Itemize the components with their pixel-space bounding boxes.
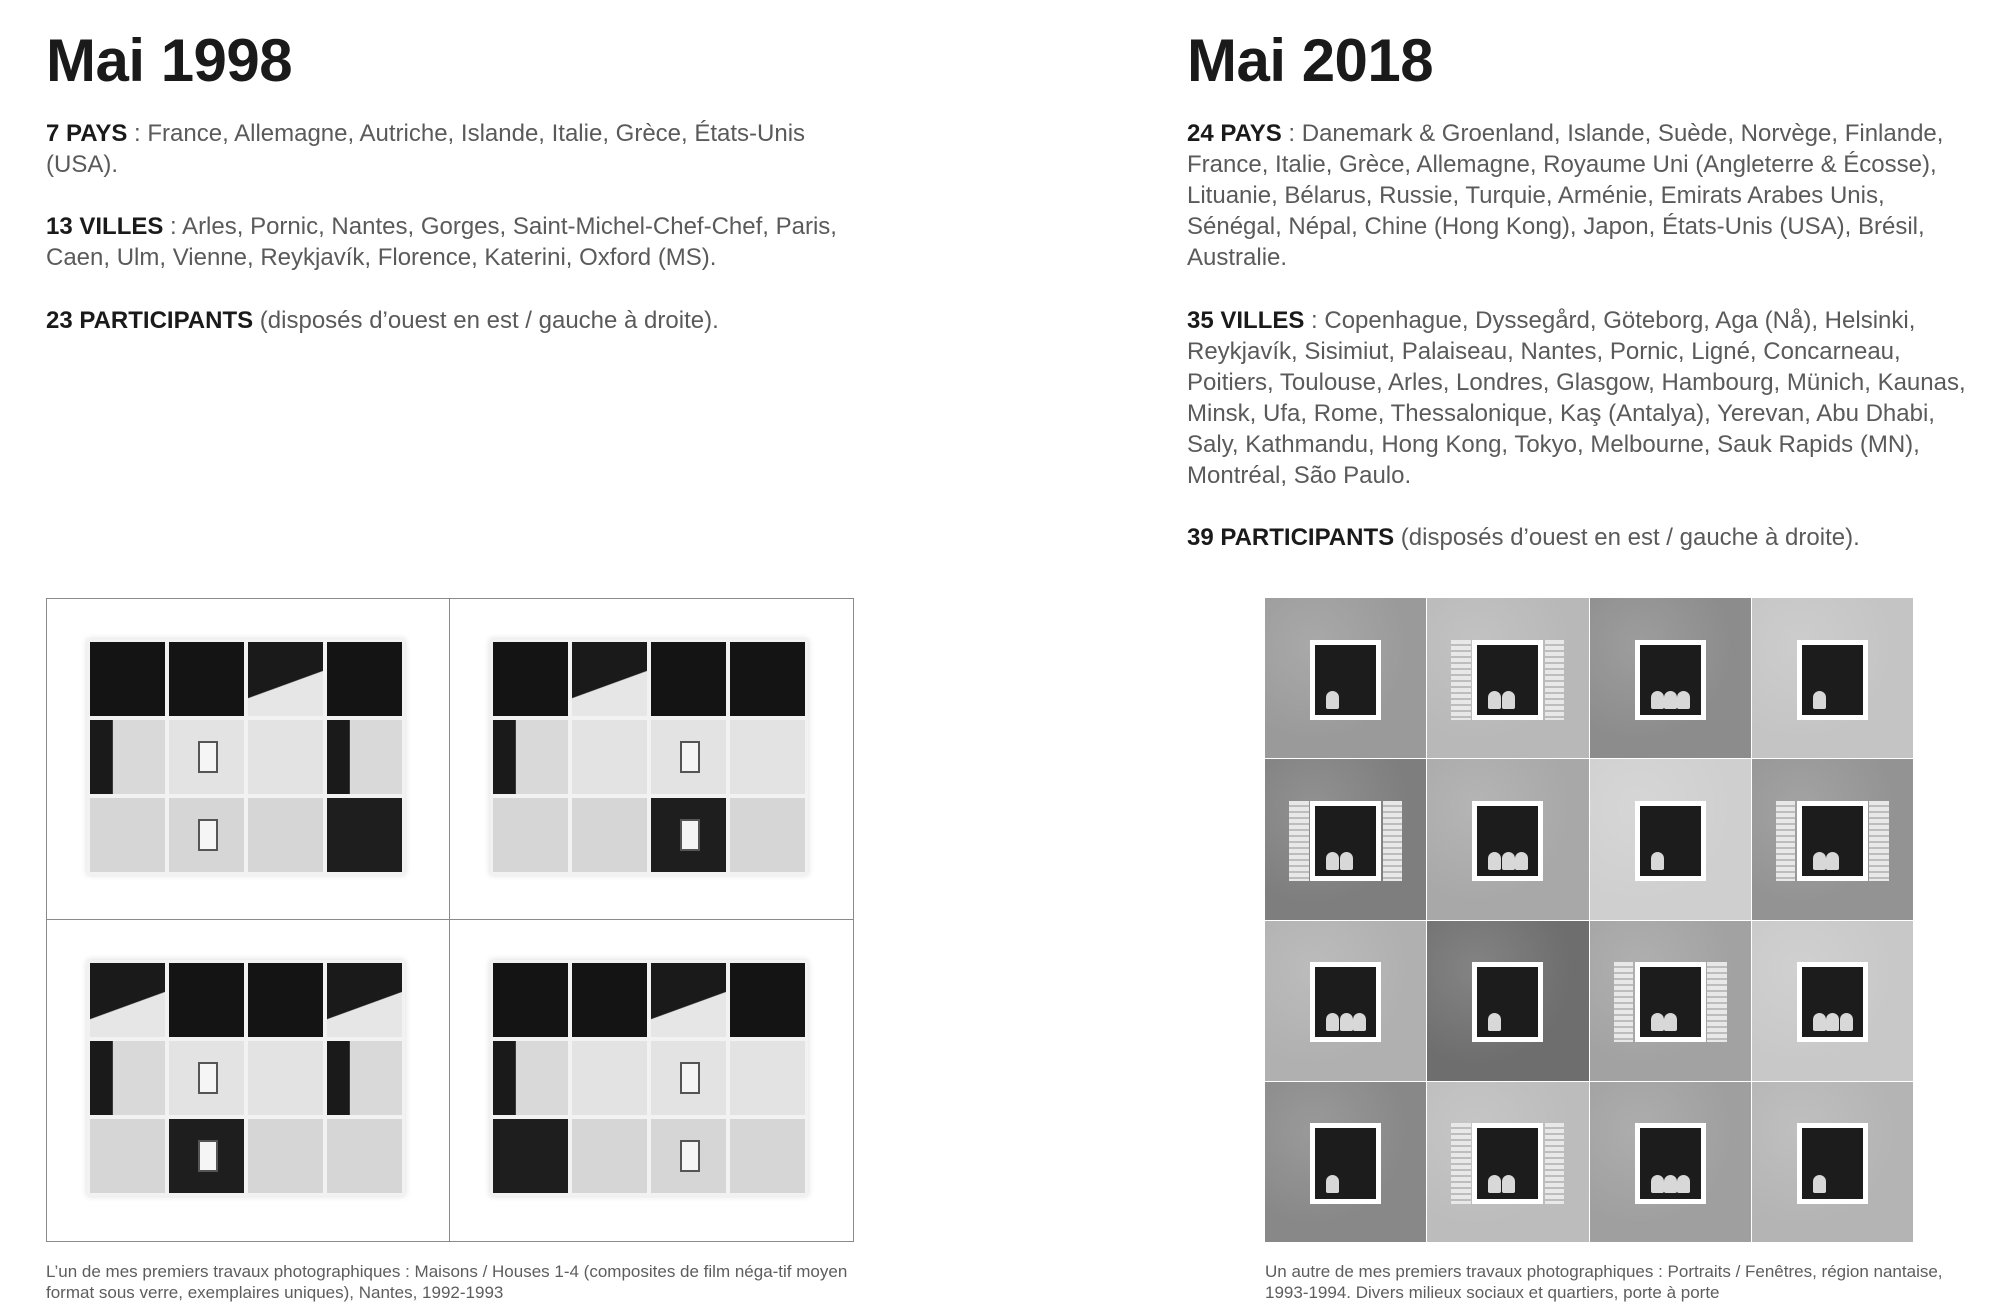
person-silhouette [1340, 852, 1353, 870]
window-frame [1472, 801, 1543, 881]
person-silhouette [1326, 852, 1339, 870]
right-title: Mai 2018 [1187, 27, 1434, 94]
window-opening [1315, 806, 1376, 876]
windows-portraits-figure [1265, 598, 1913, 1242]
negative-tile [651, 720, 726, 794]
left-participants-text: (disposés d’ouest en est / gauche à droite). [253, 307, 719, 334]
person-silhouette [1664, 691, 1677, 709]
right-cities-label: 35 VILLES [1187, 307, 1305, 334]
shutter [1776, 801, 1795, 881]
right-countries-text: : Danemark & Groenland, Islande, Suède, Norvège, Finlande, France, Italie, Grèce, Allemagne, Royaume Uni (Angleterre & Écosse), Lituanie, Bélarus, Russie, Turquie, Arménie, Emirats Arabes Unis, Sénégal, Népal, Chine (Hong Kong), Japon, États-Unis (USA), Brésil, Australie. [1187, 120, 1944, 271]
negative-tile [169, 1119, 244, 1193]
window-mark [198, 1140, 219, 1172]
negative-tile [572, 1119, 647, 1193]
shutter [1545, 640, 1564, 720]
person-silhouette [1326, 1013, 1339, 1031]
person-silhouette [1502, 691, 1515, 709]
right-countries-label: 24 PAYS [1187, 120, 1282, 147]
left-participants [46, 305, 846, 336]
window-opening [1315, 967, 1376, 1037]
window-portrait-tile [1265, 1082, 1426, 1242]
negative-tile [90, 798, 165, 872]
person-silhouette [1326, 1175, 1339, 1193]
window-portrait-tile [1752, 921, 1913, 1081]
person-silhouette [1813, 691, 1826, 709]
negative-tile [572, 642, 647, 716]
negative-tile [493, 1041, 568, 1115]
window-opening [1802, 806, 1863, 876]
window-frame [1472, 1123, 1543, 1203]
window-opening [1640, 1128, 1701, 1198]
house-negative-1 [47, 599, 450, 920]
negative-tile [730, 1041, 805, 1115]
window-portrait-tile [1265, 598, 1426, 758]
person-silhouette [1677, 691, 1690, 709]
shutter [1451, 640, 1470, 720]
person-silhouette [1353, 1013, 1366, 1031]
right-cities-text: : Copenhague, Dyssegård, Göteborg, Aga (Nå), Helsinki, Reykjavík, Sisimiut, Palaiseau, Nantes, Pornic, Ligné, Concarneau, Poitiers, Toulouse, Arles, Londres, Glasgow, Hambourg, Münich, Kaunas, Minsk, Ufa, Rome, Thessalonique, Kaş (Antalya), Yerevan, Abu Dhabi, Saly, Kathmandu, Hong Kong, Tokyo, Melbourne, Sauk Rapids (MN), Montréal, São Paulo. [1187, 307, 1966, 489]
window-portrait-tile [1427, 759, 1588, 919]
person-silhouette [1326, 691, 1339, 709]
left-cities-text: : Arles, Pornic, Nantes, Gorges, Saint-Michel-Chef-Chef, Paris, Caen, Ulm, Vienne, Reykjavík, Florence, Katerini, Oxford (MS). [46, 213, 837, 271]
window-opening [1640, 967, 1701, 1037]
negative-tile [248, 1041, 323, 1115]
negative-tile [572, 798, 647, 872]
negative-tile [169, 963, 244, 1037]
negative-tile [90, 1041, 165, 1115]
negative-tile [327, 798, 402, 872]
person-silhouette [1664, 1013, 1677, 1031]
person-silhouette [1826, 1013, 1839, 1031]
negative-tile [90, 642, 165, 716]
window-opening [1477, 967, 1538, 1037]
person-silhouette [1502, 852, 1515, 870]
negative-tile [90, 1119, 165, 1193]
negative-tile [493, 642, 568, 716]
left-title: Mai 1998 [46, 27, 293, 94]
window-mark [198, 819, 219, 851]
window-portrait-tile [1427, 1082, 1588, 1242]
window-portrait-tile [1427, 598, 1588, 758]
window-frame [1635, 801, 1706, 881]
shutter [1869, 801, 1888, 881]
house-negative-3 [47, 920, 450, 1241]
negative-tile [169, 720, 244, 794]
negative-tile [651, 1119, 726, 1193]
window-portrait-tile [1590, 1082, 1751, 1242]
person-silhouette [1488, 691, 1501, 709]
window-frame [1472, 640, 1543, 720]
person-silhouette [1488, 852, 1501, 870]
negative-tile [572, 720, 647, 794]
shutter [1707, 962, 1726, 1042]
negative-tile [730, 642, 805, 716]
person-silhouette [1813, 1013, 1826, 1031]
person-silhouette [1651, 1013, 1664, 1031]
window-frame [1310, 962, 1381, 1042]
negative-tile [493, 1119, 568, 1193]
window-portrait-tile [1590, 598, 1751, 758]
left-cities-label: 13 VILLES [46, 213, 164, 240]
person-silhouette [1488, 1175, 1501, 1193]
negative-tile [327, 1041, 402, 1115]
left-caption: L’un de mes premiers travaux photographiques : Maisons / Houses 1-4 (composites de film néga-tif moyen format sous verre, exemplaires uniques), Nantes, 1992-1993 [46, 1262, 848, 1302]
window-mark [680, 1140, 701, 1172]
left-participants-label: 23 PARTICIPANTS [46, 307, 254, 334]
window-frame [1797, 801, 1868, 881]
person-silhouette [1488, 1013, 1501, 1031]
shutter [1614, 962, 1633, 1042]
window-frame [1797, 640, 1868, 720]
person-silhouette [1651, 1175, 1664, 1193]
window-opening [1802, 1128, 1863, 1198]
right-countries [1187, 118, 1977, 273]
negative-tile [572, 963, 647, 1037]
negative-tile [248, 720, 323, 794]
window-opening [1315, 1128, 1376, 1198]
window-mark [680, 1062, 701, 1094]
house-negative-4 [450, 920, 853, 1241]
negative-tile [327, 1119, 402, 1193]
window-opening [1802, 645, 1863, 715]
negative-tile [730, 1119, 805, 1193]
negative-tile [327, 720, 402, 794]
person-silhouette [1515, 852, 1528, 870]
negative-tile [493, 798, 568, 872]
left-countries-text: : France, Allemagne, Autriche, Islande, Italie, Grèce, États-Unis (USA). [46, 120, 806, 178]
window-mark [680, 819, 701, 851]
negative-tile [651, 1041, 726, 1115]
negative-tile [248, 798, 323, 872]
shutter [1451, 1123, 1470, 1203]
person-silhouette [1340, 1013, 1353, 1031]
window-portrait-tile [1590, 921, 1751, 1081]
person-silhouette [1813, 852, 1826, 870]
window-frame [1310, 640, 1381, 720]
shutter [1289, 801, 1308, 881]
window-portrait-tile [1752, 759, 1913, 919]
window-mark [680, 741, 701, 773]
person-silhouette [1813, 1175, 1826, 1193]
window-frame [1635, 962, 1706, 1042]
window-portrait-tile [1590, 759, 1751, 919]
negative-tile [730, 720, 805, 794]
window-opening [1477, 1128, 1538, 1198]
window-portrait-tile [1752, 598, 1913, 758]
houses-negatives-figure [46, 598, 854, 1242]
window-opening [1315, 645, 1376, 715]
window-frame [1310, 801, 1381, 881]
left-cities [46, 211, 846, 273]
window-opening [1640, 645, 1701, 715]
window-frame [1797, 962, 1868, 1042]
negative-tile [651, 798, 726, 872]
negative-tile [248, 642, 323, 716]
shutter [1383, 801, 1402, 881]
negative-tile [651, 963, 726, 1037]
person-silhouette [1677, 1175, 1690, 1193]
negative-tile [90, 963, 165, 1037]
left-countries [46, 118, 826, 180]
negative-tile [730, 798, 805, 872]
right-cities [1187, 305, 1987, 491]
window-opening [1802, 967, 1863, 1037]
window-portrait-tile [1752, 1082, 1913, 1242]
right-participants-label: 39 PARTICIPANTS [1187, 524, 1395, 551]
person-silhouette [1826, 852, 1839, 870]
window-opening [1477, 806, 1538, 876]
window-frame [1635, 640, 1706, 720]
negative-tile [90, 720, 165, 794]
window-portrait-tile [1265, 759, 1426, 919]
person-silhouette [1651, 691, 1664, 709]
person-silhouette [1651, 852, 1664, 870]
house-negative-2 [450, 599, 853, 920]
negative-tile [572, 1041, 647, 1115]
right-participants [1187, 522, 1987, 553]
left-countries-label: 7 PAYS [46, 120, 128, 147]
negative-tile [651, 642, 726, 716]
right-caption: Un autre de mes premiers travaux photographiques : Portraits / Fenêtres, région nantaise, 1993-1994. Divers milieux sociaux et quartiers, porte à porte [1265, 1262, 1943, 1302]
negative-tile [327, 963, 402, 1037]
negative-tile [327, 642, 402, 716]
window-opening [1477, 645, 1538, 715]
window-portrait-tile [1427, 921, 1588, 1081]
negative-tile [169, 798, 244, 872]
window-frame [1797, 1123, 1868, 1203]
person-silhouette [1840, 1013, 1853, 1031]
window-frame [1635, 1123, 1706, 1203]
negative-tile [248, 963, 323, 1037]
negative-tile [169, 642, 244, 716]
window-opening [1640, 806, 1701, 876]
negative-tile [730, 963, 805, 1037]
right-participants-text: (disposés d’ouest en est / gauche à droite). [1394, 524, 1860, 551]
window-portrait-tile [1265, 921, 1426, 1081]
window-frame [1310, 1123, 1381, 1203]
window-mark [198, 741, 219, 773]
window-mark [198, 1062, 219, 1094]
person-silhouette [1664, 1175, 1677, 1193]
shutter [1545, 1123, 1564, 1203]
negative-tile [169, 1041, 244, 1115]
negative-tile [493, 720, 568, 794]
person-silhouette [1502, 1175, 1515, 1193]
negative-tile [493, 963, 568, 1037]
window-frame [1472, 962, 1543, 1042]
negative-tile [248, 1119, 323, 1193]
